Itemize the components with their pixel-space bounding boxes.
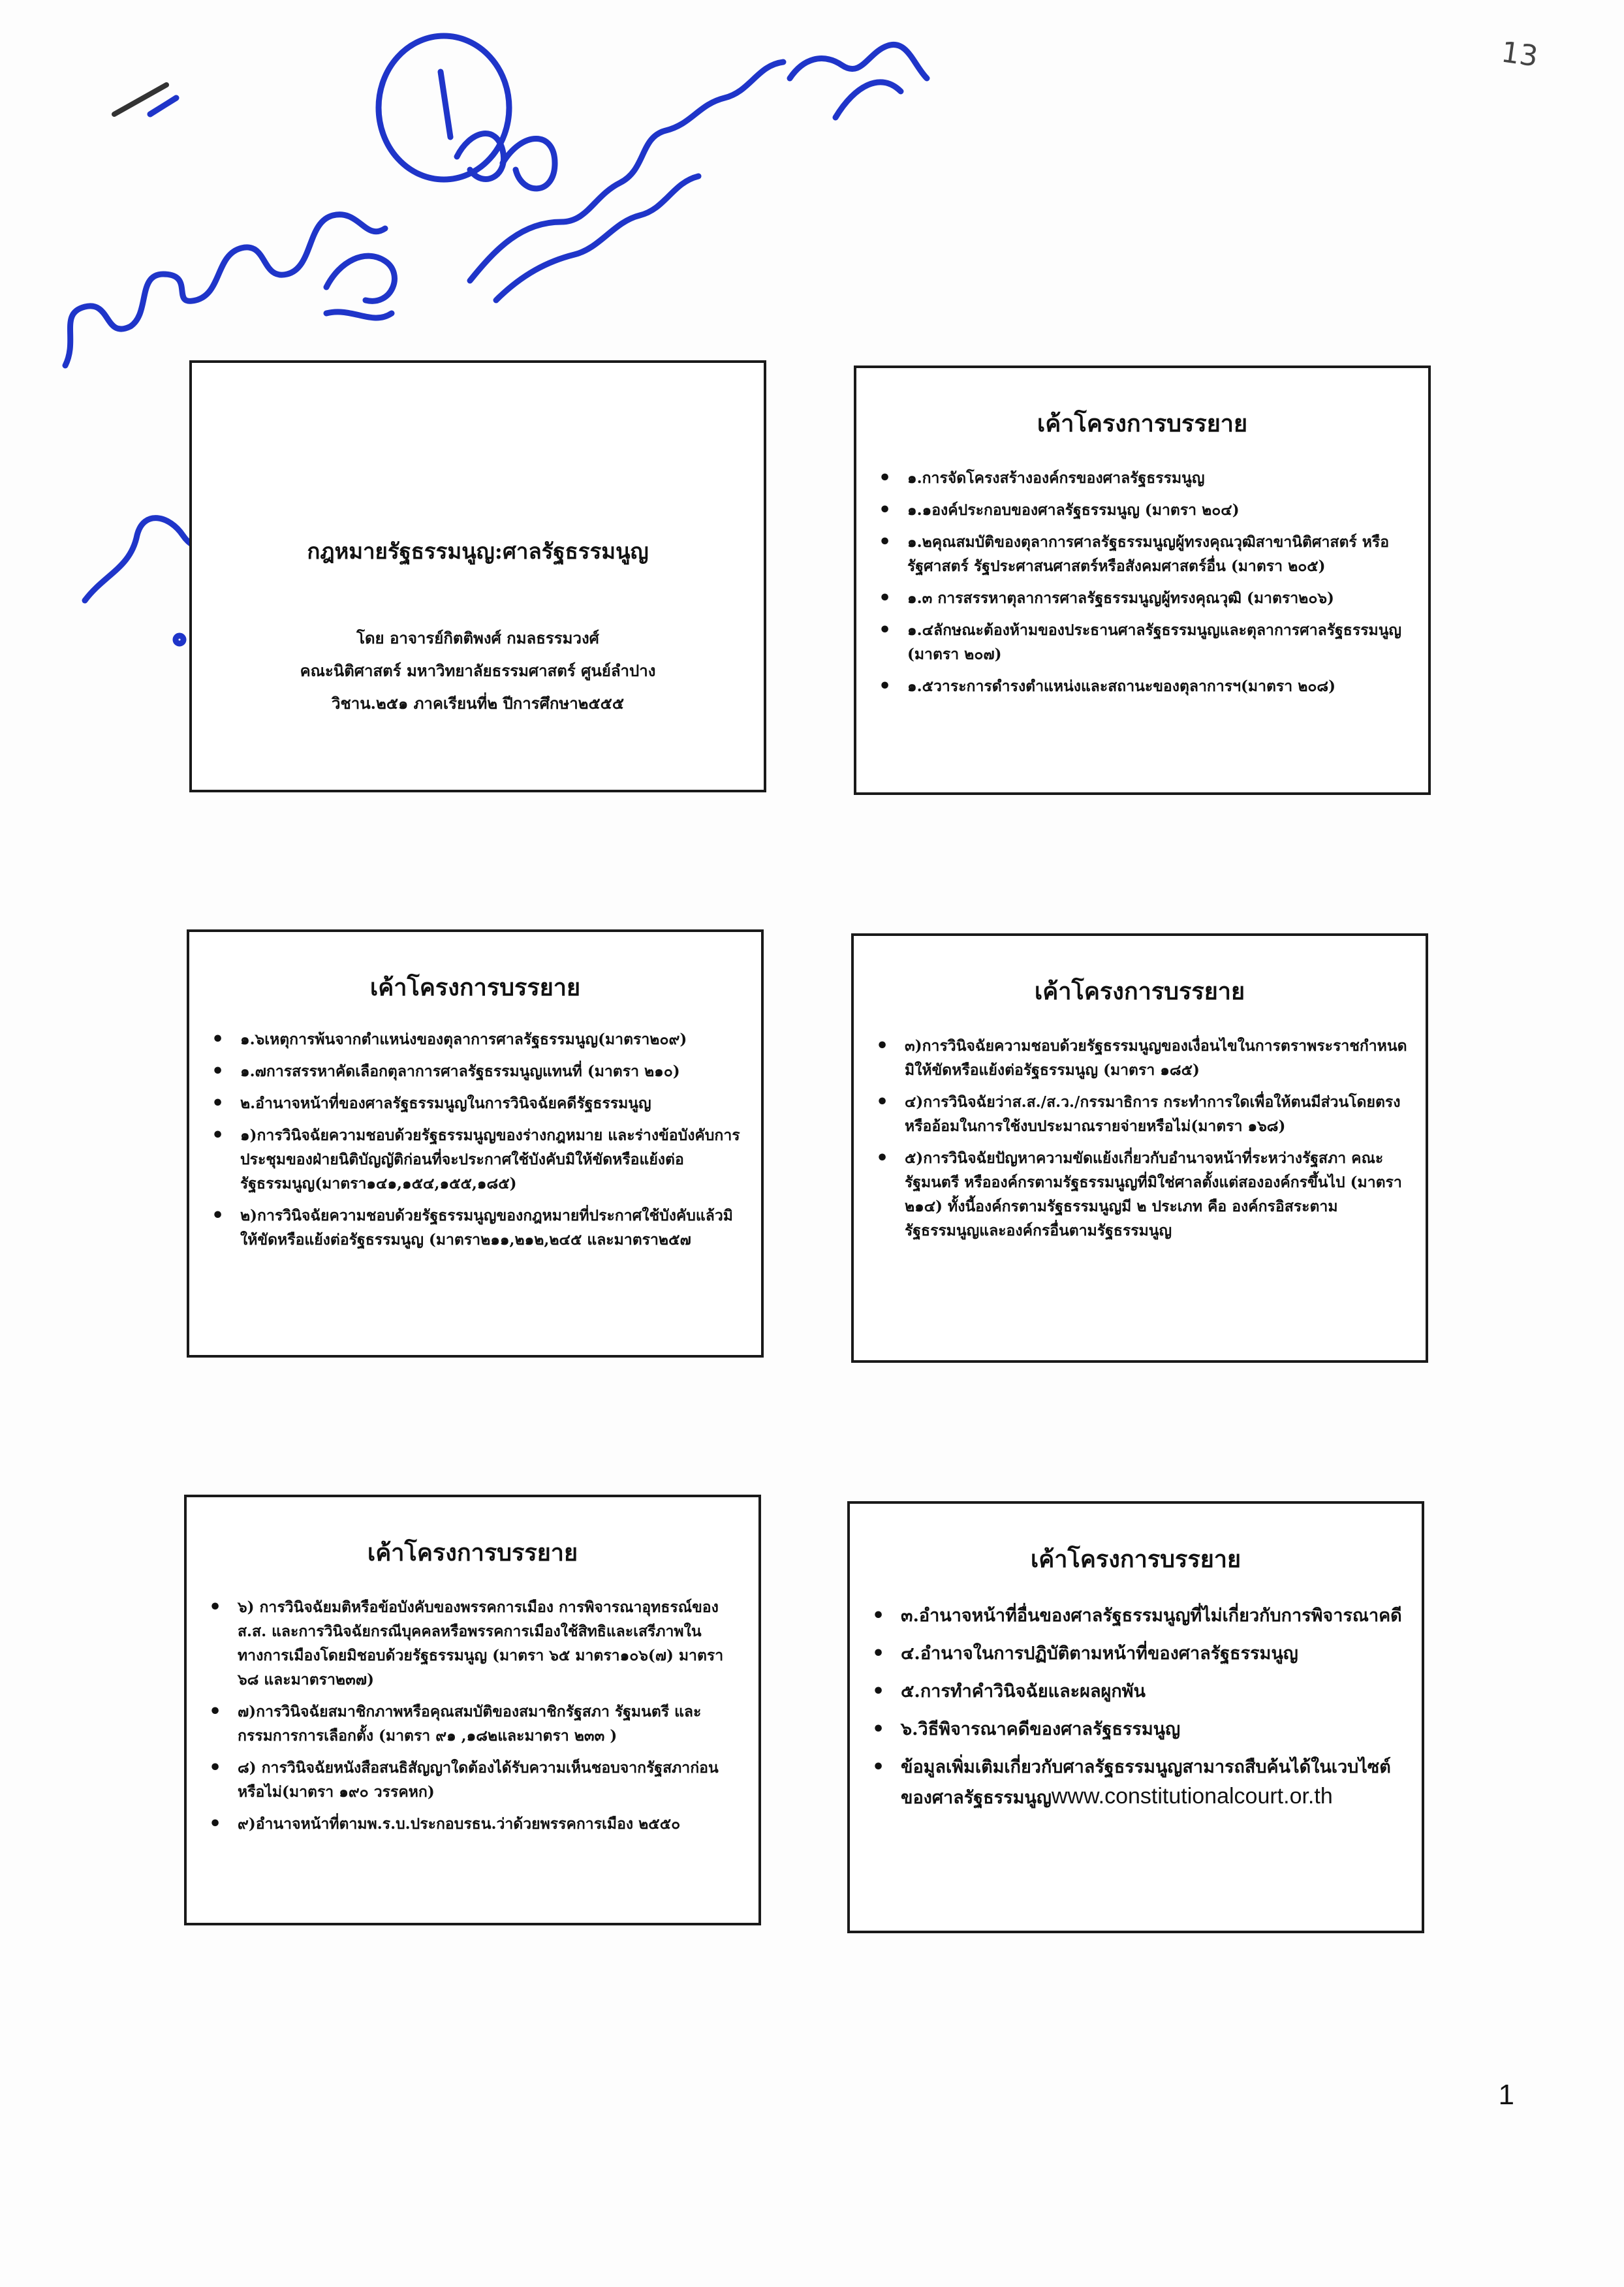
bullet-list [871,1034,1409,1251]
list-item: • ๔.อำนาจในการปฏิบัติตามหน้าที่ของศาลรัฐธรรมนูญ [867,1640,1405,1668]
slide-outline-4 [184,1495,761,1925]
list-item: • ๒)การวินิจฉัยความชอบด้วยรัฐธรรมนูญของกฎหมายที่ประกาศใช้บังคับแล้วมิให้ขัดหรือแย้งต่อรัฐธรรมนูญ (มาตรา๒๑๑,๒๑๒,๒๔๕ และมาตรา๒๕๗ [206,1204,744,1252]
list-item: • ๕)การวินิจฉัยปัญหาความขัดแย้งเกี่ยวกับอำนาจหน้าที่ระหว่างรัฐสภา คณะรัฐมนตรี หรือองค์กรตามรัฐธรรมนูญที่มิใช่ศาลตั้งแต่สององค์กรขึ้นไป (มาตรา ๒๑๔) ทั้งนี้องค์กรตามรัฐธรรมนูญมี ๒ ประเภท คือ องค์กรอิสระตามรัฐธรรมนูญและองค์กรอื่นตามรัฐธรรมนูญ [871,1146,1409,1243]
bullet-list [867,1602,1405,1822]
list-item: • ๖.วิธีพิจารณาคดีของศาลรัฐธรรมนูญ [867,1715,1405,1744]
list-item: • ๑.๔ลักษณะต้องห้ามของประธานศาลรัฐธรรมนูญและตุลาการศาลรัฐธรรมนูญ (มาตรา ๒๐๗) [873,618,1411,666]
list-item-text: ข้อมูลเพิ่มเติมเกี่ยวกับศาลรัฐธรรมนูญสามารถสืบค้นได้ในเวบไซต์ของศาลรัฐธรรมนูญ [901,1757,1391,1808]
page-number: 1 [1498,2079,1514,2111]
list-item: • ๑.๒คุณสมบัติของตุลาการศาลรัฐธรรมนูญผู้ทรงคุณวุฒิสาขานิติศาสตร์ หรือรัฐศาสตร์ รัฐประศาสนศาสตร์หรือสังคมศาสตร์อื่น (มาตรา ๒๐๕) [873,530,1411,578]
list-item: • ๙)อำนาจหน้าที่ตามพ.ร.บ.ประกอบรธน.ว่าด้วยพรรคการเมือง ๒๕๕๐ [204,1812,742,1836]
list-item: • ๑.๕วาระการดำรงตำแหน่งและสถานะของตุลาการฯ(มาตรา ๒๐๘) [873,674,1411,698]
list-item: • ๒.อำนาจหน้าที่ของศาลรัฐธรรมนูญในการวินิจฉัยคดีรัฐธรรมนูญ [206,1091,744,1115]
list-item: • ๑)การวินิจฉัยความชอบด้วยรัฐธรรมนูญของร่างกฎหมาย และร่างข้อบังคับการประชุมของฝ่ายนิติบัญญัติก่อนที่จะประกาศใช้บังคับมิให้ขัดหรือแย้งต่อรัฐธรรมนูญ(มาตรา๑๔๑,๑๕๔,๑๕๕,๑๘๕) [206,1123,744,1196]
bullet-list [873,466,1411,706]
cover-title: กฎหมายรัฐธรรมนูญ:ศาลรัฐธรรมนูญ [307,538,649,564]
list-item: • ๔)การวินิจฉัยว่าส.ส./ส.ว./กรรมาธิการ กระทำการใดเพื่อให้ตนมีส่วนโดยตรงหรืออ้อมในการใช้งบประมาณรายจ่ายหรือไม่(มาตรา ๑๖๘) [871,1090,1409,1138]
slide-title: เค้าโครงการบรรยาย [1034,978,1245,1005]
list-item: • ๘) การวินิจฉัยหนังสือสนธิสัญญาใดต้องได้รับความเห็นชอบจากรัฐสภาก่อนหรือไม่(มาตรา ๑๙๐ วรรคหก) [204,1756,742,1804]
list-item: • ๓.อำนาจหน้าที่อื่นของศาลรัฐธรรมนูญที่ไม่เกี่ยวกับการพิจารณาคดี [867,1602,1405,1630]
list-item: • ๑.๖เหตุการพ้นจากตำแหน่งของตุลาการศาลรัฐธรรมนูญ(มาตรา๒๐๙) [206,1027,744,1051]
list-item: • ๖) การวินิจฉัยมติหรือข้อบังคับของพรรคการเมือง การพิจารณาอุทธรณ์ของ ส.ส. และการวินิจฉัยกรณีบุคคลหรือพรรคการเมืองใช้สิทธิและเสรีภาพในทางการเมืองโดยมิชอบด้วยรัฐธรรมนูญ (มาตรา ๖๕ มาตรา๑๐๖(๗) มาตรา ๖๘ และมาตรา๒๓๗) [204,1595,742,1692]
list-item: • ๑.๑องค์ประกอบของศาลรัฐธรรมนูญ (มาตรา ๒๐๔) [873,498,1411,522]
cover-course: วิชาน.๒๕๑ ภาคเรียนที่๒ ปีการศึกษา๒๕๕๕ [332,694,624,713]
slide-outline-3 [851,933,1428,1363]
list-item: • ๑.๗การสรรหาคัดเลือกตุลาการศาลรัฐธรรมนูญแทนที่ (มาตรา ๒๑๐) [206,1059,744,1083]
slide-title: เค้าโครงการบรรยาย [369,974,581,1001]
slide-outline-1 [854,366,1431,795]
slide-title: เค้าโครงการบรรยาย [1030,1546,1241,1573]
cover-faculty: คณะนิติศาสตร์ มหาวิทยาลัยธรรมศาสตร์ ศูนย์ลำปาง [300,661,656,680]
list-item: • ๗)การวินิจฉัยสมาชิกภาพหรือคุณสมบัติของสมาชิกรัฐสภา รัฐมนตรี และกรรมการการเลือกตั้ง (มาตรา ๙๑ ,๑๘๒และมาตรา ๒๓๓ ) [204,1700,742,1748]
slide-outline-2 [187,929,764,1358]
slide-cover [189,360,766,792]
bullet-list [206,1027,744,1260]
website-link[interactable]: www.constitutionalcourt.or.th [1051,1784,1333,1809]
list-item: • ๑.๓ การสรรหาตุลาการศาลรัฐธรรมนูญผู้ทรงคุณวุฒิ (มาตรา๒๐๖) [873,586,1411,610]
list-item: • ๑.การจัดโครงสร้างองค์กรของศาลรัฐธรรมนูญ [873,466,1411,490]
list-item [867,1753,1405,1812]
list-item: • ๓)การวินิจฉัยความชอบด้วยรัฐธรรมนูญของเงื่อนไขในการตราพระราชกำหนดมิให้ขัดหรือแย้งต่อรัฐธรรมนูญ (มาตรา ๑๘๕) [871,1034,1409,1082]
slide-title: เค้าโครงการบรรยาย [367,1539,578,1566]
slide-outline-5 [847,1501,1424,1933]
list-item: • ๕.การทำคำวินิจฉัยและผลผูกพัน [867,1677,1405,1706]
corner-page-mark: 13 [1499,35,1540,74]
bullet-list [204,1595,742,1844]
slide-title: เค้าโครงการบรรยาย [1037,410,1248,437]
cover-author: โดย อาจารย์กิตติพงศ์ กมลธรรมวงศ์ [356,629,599,647]
